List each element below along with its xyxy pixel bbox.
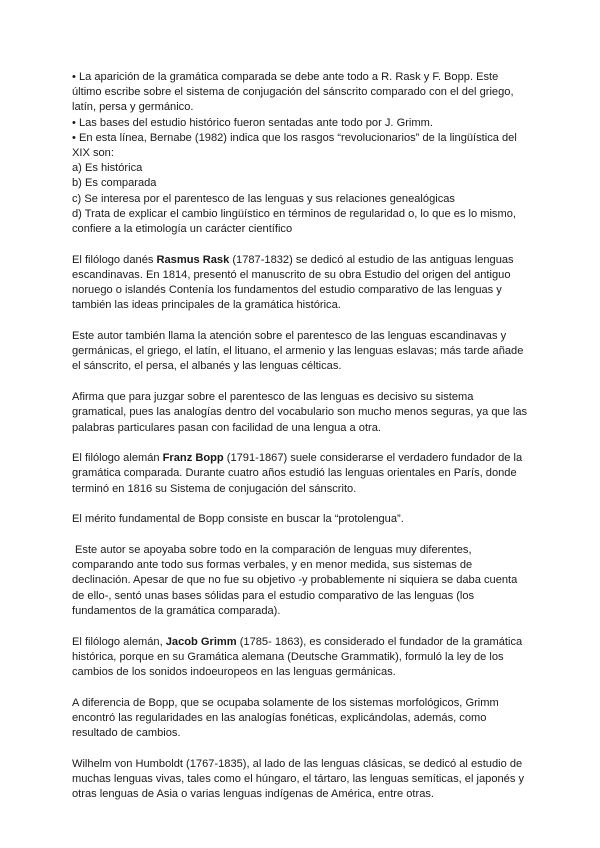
paragraph-line: fundamentos de la gramática comparada). <box>72 604 281 617</box>
document-page <box>72 70 532 802</box>
paragraph-line: resultado de cambios. <box>72 727 181 740</box>
paragraph-grimm-phonetics <box>72 696 532 742</box>
trait-item: b) Es comparada <box>72 177 157 190</box>
paragraph-line: noruego o islandés Contenía los fundamentos del estudio comparativo de las lenguas y <box>72 284 502 297</box>
paragraph-line: cambios de los sonidos indoeuropeos en las lenguas germánicas. <box>72 666 396 678</box>
intro-bullets <box>72 70 532 161</box>
paragraph-rask-grammar <box>72 390 532 436</box>
bullet-line: latín, persa y germánico. <box>72 101 194 114</box>
trait-item: confiere a la etimología un carácter científico <box>72 223 293 236</box>
paragraph-line: germánicas, el griego, el latín, el lituano, el armenio y las lenguas eslavas; más tarde añade <box>72 345 524 358</box>
bullet-line: • Las bases del estudio histórico fueron sentadas ante todo por J. Grimm. <box>72 116 433 129</box>
bullet-line: XIX son: <box>72 147 114 160</box>
paragraph-line: otras lenguas de Asia o varias lenguas indígenas de América, entre otras. <box>72 788 434 801</box>
paragraph-line: gramática comparada. Durante cuatro años estudió las lenguas orientales en París, donde <box>72 467 517 480</box>
name-jacob-grimm: Jacob Grimm <box>165 635 237 648</box>
paragraph-line: el sánscrito, el persa, el albanés y las lenguas célticas. <box>72 360 342 373</box>
paragraph-grimm: El filólogo alemán, Jacob Grimm (1785- 1863), es considerado el fundador de la gramática histórica, porque en su Gramática alemana (Deutsche Grammatik), formuló la ley de los cambios de los sonidos indoeuropeos en las lenguas germánicas. <box>72 635 532 681</box>
traits-list <box>72 161 532 237</box>
paragraph-line: palabras particulares pasan con facilidad de una lengua a otra. <box>72 421 381 434</box>
paragraph-line: Este autor se apoyaba sobre todo en la comparación de lenguas muy diferentes, <box>75 544 472 557</box>
paragraph-line: escandinavas. En 1814, presentó el manuscrito de su obra Estudio del origen del antiguo <box>72 268 511 281</box>
paragraph-line: El mérito fundamental de Bopp consiste en buscar la “protolengua”. <box>72 513 404 526</box>
bullet-line: • La aparición de la gramática comparada se debe ante todo a R. Rask y F. Bopp. Este <box>72 71 499 83</box>
bullet-line: • En esta línea, Bernabe (1982) indica que los rasgos “revolucionarios” de la lingüística del <box>72 131 517 144</box>
paragraph-line: Afirma que para juzgar sobre el parentesco de las lenguas es decisivo su sistema <box>72 391 474 404</box>
paragraph-line: muchas lenguas vivas, tales como el húngaro, el tártaro, las lenguas semíticas, el japonés y <box>72 773 524 786</box>
paragraph-line: histórica, porque en su Gramática alemana (Deutsche Grammatik), formuló la ley de los <box>72 650 504 663</box>
paragraph-line: encontró las regularidades en las analogías fonéticas, explicándolas, además, como <box>72 711 487 724</box>
paragraph-bopp-method <box>72 543 532 619</box>
paragraph-line: gramatical, pues las analogías dentro del vocabulario son mucho menos seguras, ya que las <box>72 406 528 419</box>
name-franz-bopp: Franz Bopp <box>162 452 224 465</box>
trait-item: a) Es histórica <box>72 162 143 175</box>
paragraph-humboldt <box>72 757 532 803</box>
paragraph-rask-kinship <box>72 329 532 375</box>
paragraph-bopp-protolengua <box>72 512 532 527</box>
paragraph-line: terminó en 1816 su Sistema de conjugación del sánscrito. <box>72 482 357 495</box>
trait-item: d) Trata de explicar el cambio lingüístico en términos de regularidad o, lo que es lo mismo, <box>72 207 516 220</box>
paragraph-line: también las ideas principales de la gramática histórica. <box>72 299 341 312</box>
paragraph-line: declinación. Apesar de que no fue su objetivo -y probablemente ni siquiera se daba cuenta <box>72 574 518 587</box>
paragraph-line: A diferencia de Bopp, que se ocupaba solamente de los sistemas morfológicos, Grimm <box>72 696 499 709</box>
name-rasmus-rask: Rasmus Rask <box>156 253 230 266</box>
paragraph-bopp: El filólogo alemán Franz Bopp (1791-1867) suele considerarse el verdadero fundador de la gramática comparada. Durante cuatro años estudió las lenguas orientales en París, donde terminó en 1816 su Sistema de conjugación del sánscrito. <box>72 451 532 497</box>
paragraph-line: de ello-, sentó unas bases sólidas para el estudio comparativo de las lenguas (los <box>72 589 475 602</box>
bullet-line: último escribe sobre el sistema de conjugación del sánscrito comparado con el del griego, <box>72 86 514 99</box>
trait-item: c) Se interesa por el parentesco de las lenguas y sus relaciones genealógicas <box>72 192 455 205</box>
paragraph-line: Wilhelm von Humboldt (1767-1835), al lado de las lenguas clásicas, se dedicó al estudio de <box>72 757 523 770</box>
paragraph-line: Este autor también llama la atención sobre el parentesco de las lenguas escandinavas y <box>72 330 507 343</box>
paragraph-line: comparando ante todo sus formas verbales, y en menor medida, sus sistemas de <box>72 559 473 572</box>
paragraph-rask: El filólogo danés Rasmus Rask (1787-1832) se dedicó al estudio de las antiguas lenguas escandinavas. En 1814, presentó el manuscrito de su obra Estudio del origen del antiguo noruego o islandés Contenía los fundamentos del estudio comparativo de las lenguas y también las ideas principales de la gramática histórica. <box>72 253 532 314</box>
